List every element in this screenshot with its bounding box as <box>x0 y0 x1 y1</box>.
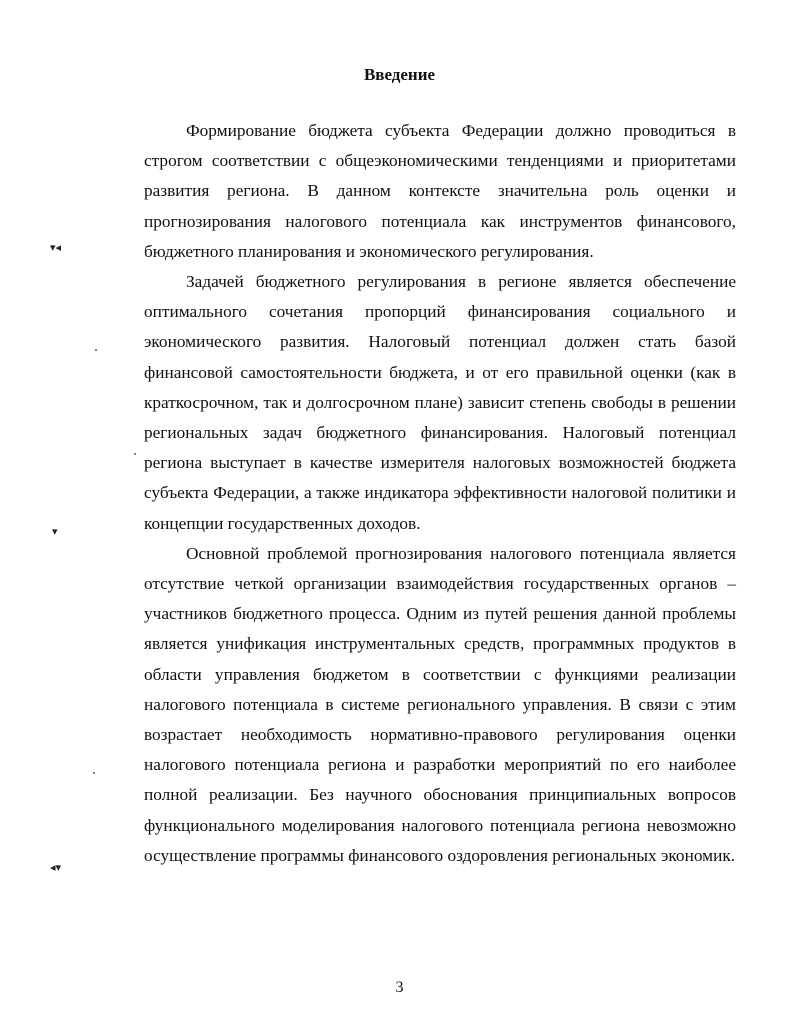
scan-mark: ▾ <box>52 525 58 538</box>
scan-speck <box>95 349 97 351</box>
paragraph: Задачей бюджетного регулирования в регионе является обеспечение оптимального сочетания пропорций финансирования социального и экономического развития. Налоговый потенциал должен стать базой финансовой самостоятельности бюджета, и от его правильной оценки (как в краткосрочном, так и долгосрочном плане) зависит степень свободы в решении региональных задач бюджетного финансирования. Налоговый потенциал региона выступает в качестве измерителя налоговых возможностей бюджета субъекта Федерации, а также индикатора эффективности налоговой политики и концепции государственных доходов. <box>144 272 736 533</box>
page-number: 3 <box>395 979 404 996</box>
scan-speck <box>93 772 95 774</box>
paragraph: Формирование бюджета субъекта Федерации должно проводиться в строгом соответствии с общеэкономическими тенденциями и приоритетами развития региона. В данном контексте значительна роль оценки и прогнозирования налогового потенциала как инструментов финансового, бюджетного планирования и экономического регулирования. <box>144 121 736 261</box>
scan-speck <box>134 453 136 455</box>
page-title: Введение <box>363 65 436 84</box>
paragraph: Основной проблемой прогнозирования налогового потенциала является отсутствие четкой организации взаимодействия государственных органов – участников бюджетного процесса. Одним из путей решения данной проблемы является унификация инструментальных средств, программных продуктов в области управления бюджетом в соответствии с функциями реализации налогового потенциала в системе регионального управления. В связи с этим возрастает необходимость нормативно-правового регулирования оценки налогового потенциала региона и разработки мероприятий по его наиболее полной реализации. Без научного обоснования принципиальных вопросов функционального моделирования налогового потенциала региона невозможно осуществление программы финансового оздоровления региональных экономик. <box>144 543 736 865</box>
body-text <box>144 116 736 871</box>
scan-mark: ▾◂ <box>50 241 62 254</box>
scan-mark: ◂▾ <box>50 861 62 874</box>
